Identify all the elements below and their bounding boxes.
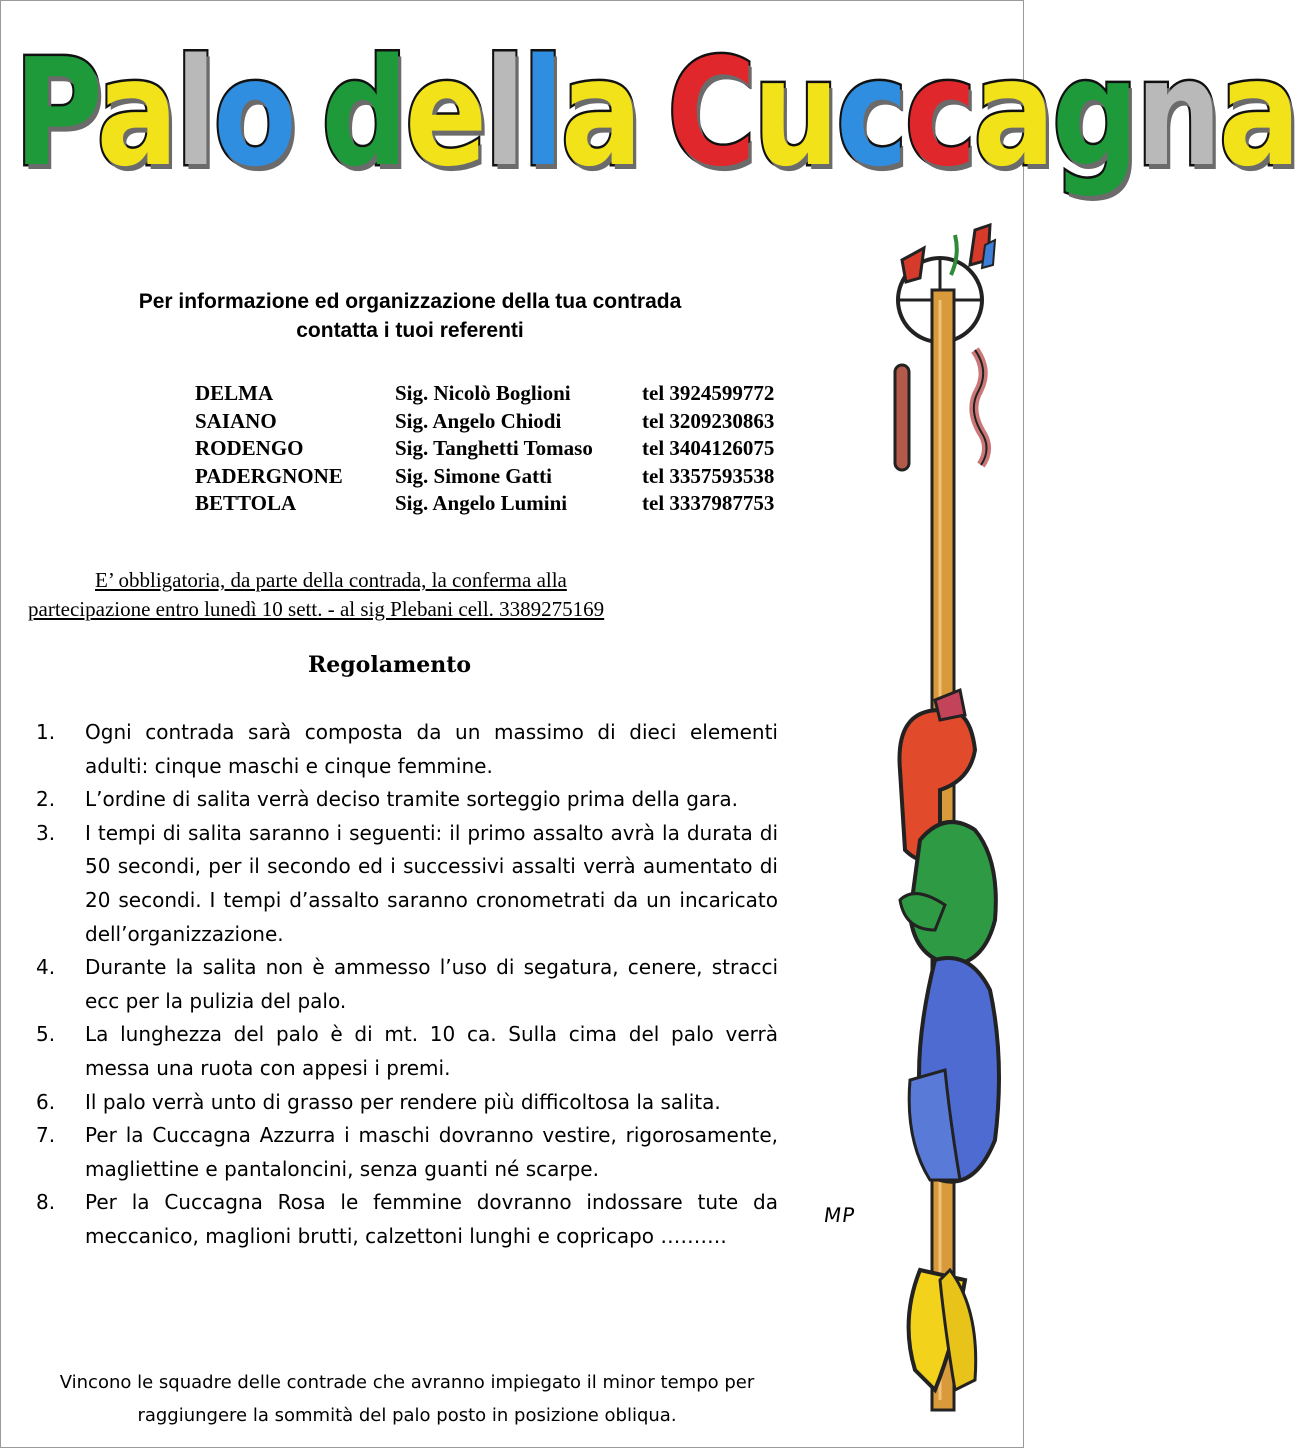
- title-letter: n: [1135, 27, 1219, 199]
- rule-text: Il palo verrà unto di grasso per rendere più difficoltosa la salita.: [85, 1089, 721, 1114]
- contact-phone: tel 3337987753: [642, 491, 775, 515]
- contact-row: [195, 380, 815, 408]
- rule-number: 4.: [36, 955, 56, 980]
- rule-item: [36, 817, 778, 951]
- contact-row: [195, 408, 815, 436]
- confirmation-notice: [28, 566, 788, 624]
- title-letter: u: [752, 27, 837, 199]
- rules-list: [36, 716, 778, 1254]
- title-letter: d: [321, 27, 405, 199]
- contact-referent: Sig. Angelo Lumini: [395, 491, 568, 515]
- rule-text: L’ordine di salita verrà deciso tramite sorteggio prima della gara.: [85, 787, 738, 812]
- greasy-pole-illustration: [880, 220, 1020, 1415]
- title-letter: o: [213, 27, 294, 199]
- contact-place: RODENGO: [195, 436, 304, 460]
- title-letter: l: [522, 27, 561, 199]
- rule-item: [36, 1018, 778, 1085]
- title-letter: C: [667, 27, 753, 199]
- title-letter: g: [1051, 27, 1136, 199]
- contact-place: DELMA: [195, 381, 274, 405]
- title-letter: a: [560, 27, 640, 199]
- rule-number: 3.: [36, 820, 56, 845]
- title-letter: e: [404, 27, 484, 199]
- title-letter: l: [483, 27, 523, 199]
- title-letter: c: [836, 27, 905, 199]
- rule-text: Durante la salita non è ammesso l’uso di segatura, cenere, stracci ecc per la pulizia del palo.: [85, 955, 778, 1013]
- rule-item: [36, 783, 778, 817]
- contact-phone: tel 3209230863: [642, 408, 775, 433]
- contact-phone: tel 3357593538: [642, 463, 775, 488]
- rule-text: La lunghezza del palo è di mt. 10 ca. Sulla cima del palo verrà messa una ruota con appesi i premi.: [85, 1022, 778, 1080]
- rule-text: I tempi di salita saranno i seguenti: il primo assalto avrà la durata di 50 secondi, per il secondo ed i successivi assalti verrà aumentato di 20 secondi. I tempi d’assalto saranno cronometrati da un incaricato dell’organizzazione.: [85, 820, 778, 946]
- notice-line-2: partecipazione entro lunedì 10 sett. - al sig Plebani cell. 3389275169: [28, 597, 605, 621]
- footer-line-1: Vincono le squadre delle contrade che avranno impiegato il minor tempo per: [59, 1372, 755, 1393]
- rule-number: 1.: [36, 720, 56, 744]
- contact-referent: Sig. Nicolò Boglioni: [395, 381, 571, 405]
- contact-phone: tel 3404126075: [642, 436, 775, 460]
- contact-row: [195, 490, 815, 518]
- hanging-salami: [895, 365, 909, 470]
- rule-text: Ogni contrada sarà composta da un massimo di dieci elementi adulti: cinque maschi e cinque femmine.: [85, 720, 778, 778]
- rules-title: Regolamento: [308, 652, 472, 678]
- notice-line-1: E’ obbligatoria, da parte della contrada, la conferma alla: [95, 568, 567, 592]
- title-letter: a: [973, 27, 1052, 199]
- contact-place: BETTOLA: [195, 491, 297, 515]
- title-letter: a: [96, 27, 176, 199]
- contact-place: SAIANO: [195, 408, 277, 433]
- contact-row: [195, 463, 815, 491]
- rule-number: 7.: [36, 1123, 56, 1148]
- rule-text: Per la Cuccagna Azzurra i maschi dovranno vestire, rigorosamente, magliettine e pantaloncini, senza guanti né scarpe.: [85, 1123, 778, 1181]
- contacts-list: [195, 380, 815, 518]
- info-line-1: Per informazione ed organizzazione della tua contrada: [138, 290, 682, 313]
- rule-item: [36, 716, 778, 783]
- title-letter: P: [14, 27, 97, 199]
- contact-referent: Sig. Angelo Chiodi: [395, 408, 562, 433]
- rule-text: Per la Cuccagna Rosa le femmine dovranno indossare tute da meccanico, maglioni brutti, calzettoni lunghi e copricapo ……….: [85, 1190, 778, 1248]
- rule-item: [36, 1119, 778, 1186]
- title-letter: l: [175, 27, 214, 199]
- info-line-2: contatta i tuoi referenti: [296, 319, 524, 342]
- info-heading: [60, 287, 760, 345]
- contact-referent: Sig. Simone Gatti: [395, 463, 552, 488]
- title-letter: c: [904, 27, 974, 199]
- artist-signature: MP: [822, 1203, 858, 1227]
- rule-number: 5.: [36, 1022, 56, 1047]
- contact-referent: Sig. Tanghetti Tomaso: [395, 436, 593, 460]
- title-letter: a: [1218, 27, 1297, 199]
- page-title: [14, 8, 1297, 218]
- contact-place: PADERGNONE: [195, 463, 343, 488]
- rule-number: 8.: [36, 1190, 56, 1215]
- rule-item: [36, 1186, 778, 1253]
- flag-red: [902, 248, 924, 282]
- contact-row: [195, 435, 815, 463]
- footer-line-2: raggiungere la sommità del palo posto in posizione obliqua.: [137, 1405, 677, 1426]
- rule-item: [36, 951, 778, 1018]
- contact-phone: tel 3924599772: [642, 381, 775, 405]
- rule-item: [36, 1086, 778, 1120]
- footer-note: [36, 1366, 778, 1432]
- rule-number: 6.: [36, 1089, 56, 1114]
- rule-number: 2.: [36, 787, 56, 812]
